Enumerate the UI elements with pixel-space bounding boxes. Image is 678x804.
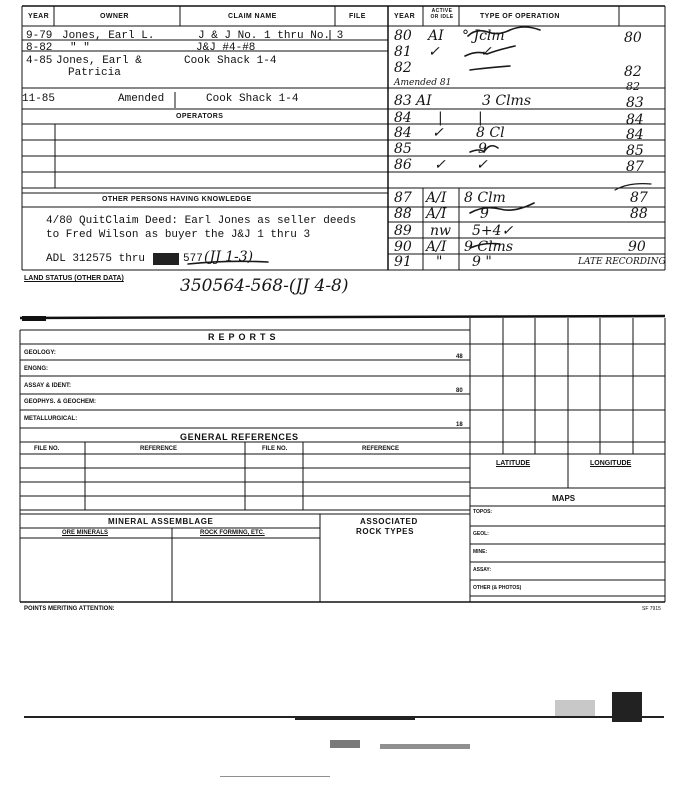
claim-year: 8-82 <box>26 42 53 54</box>
activity-status: | <box>438 110 443 126</box>
rock-types-label: ROCK TYPES <box>356 527 415 536</box>
activity-status: nw <box>430 223 451 239</box>
activity-right: 84 <box>626 112 644 128</box>
land-status-label: LAND STATUS (OTHER DATA) <box>24 275 124 282</box>
report-label-engng: ENGNG: <box>24 366 48 372</box>
claim-owner: Jones, Earl & <box>56 55 142 67</box>
longitude-label: LONGITUDE <box>590 460 632 467</box>
activity-right: 83 <box>626 95 644 111</box>
activity-year: Amended 81 <box>394 78 452 88</box>
activity-type: ° Jclm <box>462 28 505 44</box>
activity-right: 84 <box>626 127 644 143</box>
activity-status: A/I <box>426 206 447 222</box>
activity-year: 82 <box>394 60 412 76</box>
header-type-of-operation: TYPE OF OPERATION <box>480 13 560 20</box>
claim-year: 9-79 <box>26 30 53 42</box>
maps-topos: TOPOS: <box>473 509 493 515</box>
report-num: 80 <box>456 388 463 394</box>
maps-title: MAPS <box>552 494 576 503</box>
activity-type: 9 Clms <box>464 239 514 255</box>
land-status-handwritten: 350564-568-(JJ 4-8) <box>180 276 349 296</box>
mineral-assemblage-title: MINERAL ASSEMBLAGE <box>108 517 214 526</box>
activity-type: 8 Clm <box>464 190 506 206</box>
activity-right: 88 <box>630 206 648 222</box>
activity-year: 90 <box>394 239 412 255</box>
claim-owner: Jones, Earl L. <box>62 30 155 42</box>
adl-line: ADL 312575 thru <box>46 253 146 265</box>
report-label-assay: ASSAY & IDENT: <box>24 383 72 389</box>
ref-reference-2: REFERENCE <box>362 446 400 452</box>
activity-year: 81 <box>394 44 412 60</box>
report-num: 18 <box>456 422 463 428</box>
activity-status: ✓ <box>428 44 440 60</box>
activity-status: ✓ <box>432 125 444 141</box>
header-active-idle: ACTIVE OR IDLE <box>430 8 454 20</box>
activity-right: 85 <box>626 143 644 159</box>
claim-name: Cook Shack 1-4 <box>184 55 277 67</box>
ref-reference: REFERENCE <box>140 446 178 452</box>
claim-year: 11-85 <box>22 93 56 105</box>
activity-type: ✓ <box>476 157 488 173</box>
claim-year: 4-85 <box>26 55 53 67</box>
claim-owner: Amended <box>118 93 165 105</box>
activity-right: 87 <box>630 190 648 206</box>
note-line-1: 4/80 QuitClaim Deed: Earl Jones as seller deeds <box>46 215 357 227</box>
report-label-metallurgical: METALLURGICAL: <box>24 416 78 422</box>
activity-status: AI <box>416 93 432 109</box>
activity-right: 90 <box>628 239 646 255</box>
activity-right: LATE RECORDING <box>578 257 666 267</box>
activity-status: ✓ <box>434 157 446 173</box>
report-label-geophys: GEOPHYS. & GEOCHEM: <box>24 399 97 405</box>
activity-type: 9 <box>480 206 489 222</box>
other-persons-label: OTHER PERSONS HAVING KNOWLEDGE <box>102 196 252 203</box>
activity-year: 91 <box>394 254 412 270</box>
activity-right: 82 <box>624 64 642 80</box>
points-meriting-attention-label: POINTS MERITING ATTENTION: <box>24 606 115 612</box>
note-line-2: to Fred Wilson as buyer the J&J 1 thru 3 <box>46 229 311 241</box>
activity-type: 9 " <box>472 254 492 270</box>
activity-year: 87 <box>394 190 412 206</box>
adl-handwritten: (JJ 1-3) <box>204 249 254 265</box>
ore-minerals-label: ORE MINERALS <box>62 530 109 536</box>
activity-year: 83 <box>394 93 412 109</box>
report-label-geology: GEOLOGY: <box>24 350 56 356</box>
activity-right: 80 <box>624 30 642 46</box>
latitude-label: LATITUDE <box>496 460 531 467</box>
ref-file-no: FILE NO. <box>34 446 60 452</box>
operators-label: OPERATORS <box>176 113 224 120</box>
form-number: SF 7915 <box>642 606 661 612</box>
activity-year: 86 <box>394 157 412 173</box>
activity-right: 82 <box>626 80 640 93</box>
report-num: 48 <box>456 354 463 360</box>
maps-other: OTHER (& PHOTOS) <box>473 585 522 591</box>
header-owner: OWNER <box>100 13 129 20</box>
activity-status: A/I <box>426 190 447 206</box>
associated-label: ASSOCIATED <box>360 517 418 526</box>
adl-struck: 3080 <box>153 253 180 265</box>
header-claim-name: CLAIM NAME <box>228 13 277 20</box>
activity-type: ✓ <box>480 44 492 60</box>
activity-year: 89 <box>394 223 412 239</box>
header-year-2: YEAR <box>394 13 416 20</box>
maps-assay: ASSAY: <box>473 567 492 573</box>
activity-type: 3 Clms <box>482 93 532 109</box>
reports-title: REPORTS <box>208 332 280 342</box>
activity-type: 9 <box>478 141 487 157</box>
activity-year: 85 <box>394 141 412 157</box>
rock-forming-label: ROCK FORMING, ETC. <box>200 530 265 536</box>
maps-geol: GEOL: <box>473 531 489 537</box>
maps-mine: MINE: <box>473 549 488 555</box>
activity-type: | <box>478 110 483 126</box>
claim-name: J & J No. 1 thru No. 3 <box>198 30 344 42</box>
claim-name: Cook Shack 1-4 <box>206 93 299 105</box>
claim-owner-cont: Patricia <box>68 67 121 79</box>
activity-status: A/I <box>426 239 447 255</box>
activity-status: " <box>436 254 443 270</box>
header-year: YEAR <box>28 13 50 20</box>
claim-name: J&J #4-#8 <box>196 42 256 54</box>
claim-owner: " " <box>70 42 90 54</box>
activity-right: 87 <box>626 159 644 175</box>
general-references-title: GENERAL REFERENCES <box>180 432 299 442</box>
activity-year: 84 <box>394 125 412 141</box>
activity-type: 8 Cl <box>476 125 505 141</box>
header-file: FILE <box>349 13 366 20</box>
activity-status: AI <box>428 28 444 44</box>
activity-year: 88 <box>394 206 412 222</box>
adl-end: 577 <box>183 253 203 265</box>
ref-file-no-2: FILE NO. <box>262 446 288 452</box>
activity-type: 5+4✓ <box>472 223 514 239</box>
activity-year: 80 <box>394 28 412 44</box>
activity-year: 84 <box>394 110 412 126</box>
